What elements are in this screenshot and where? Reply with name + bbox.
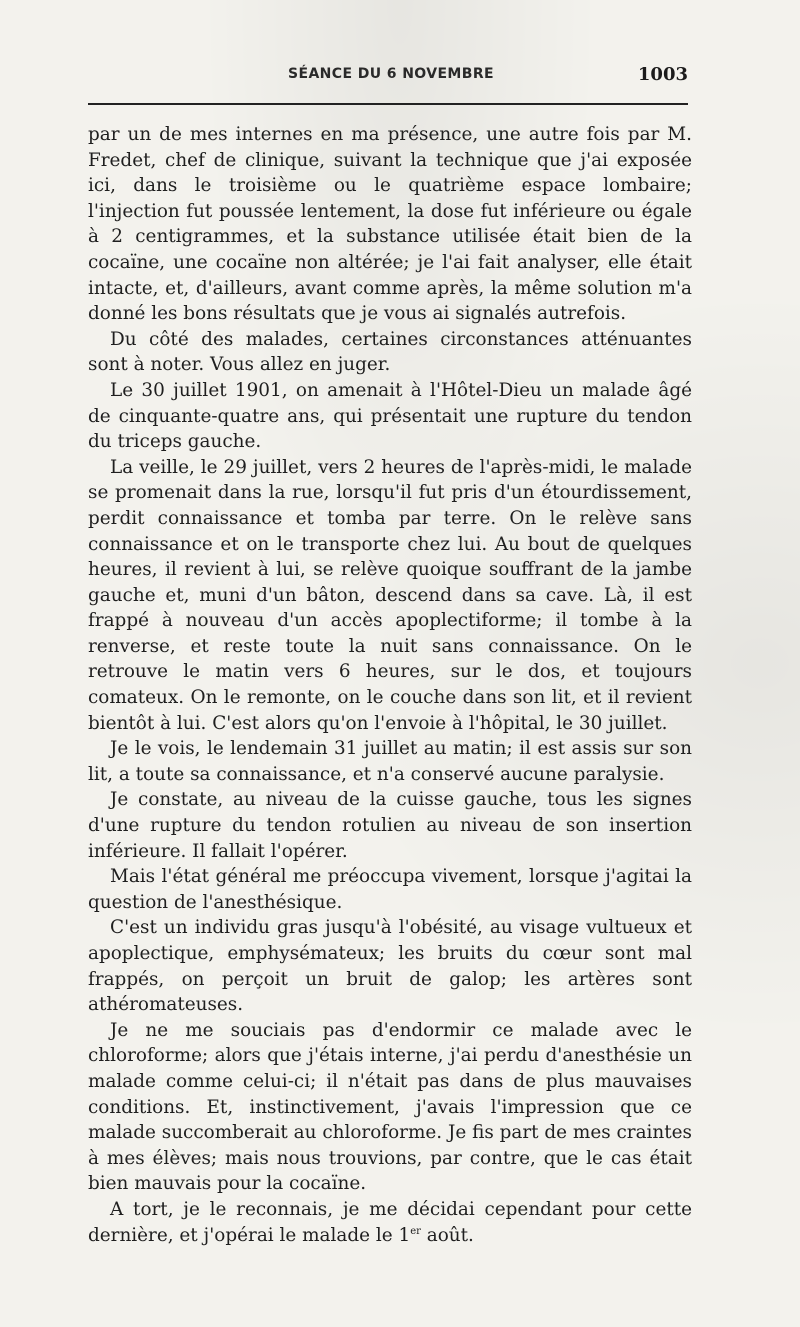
paragraph: Je ne me souciais pas d'endormir ce malade avec le chloroforme; alors que j'étais interne, j'ai perdu d'anesthésie un malade comme celui-ci; il n'était pas dans de plus mauvaises conditions. Et, instinctivement, j'avais l'impression que ce malade succomberait au chloroforme. Je fis part de mes craintes à mes élèves; mais nous trouvions, par contre, que le cas était bien mauvais pour la cocaïne.	[88, 1019, 692, 1195]
header-rule	[88, 103, 688, 105]
last-paragraph-ending: août.	[420, 1224, 474, 1246]
last-paragraph	[88, 1197, 692, 1248]
running-head: SÉANCE DU 6 NOVEMBRE	[288, 66, 494, 82]
paragraph: La veille, le 29 juillet, vers 2 heures de l'après-midi, le malade se promenait dans la rue, lorsqu'il fut pris d'un étourdissement, perdit connaissance et tomba par terre. On le relève sans connaissance et on le transporte chez lui. Au bout de quelques heures, il revient à lui, se relève quoique souffrant de la jambe gauche et, muni d'un bâton, descend dans sa cave. Là, il est frappé à nouveau d'un accès apoplectiforme; il tombe à la renverse, et reste toute la nuit sans connaissance. On le retrouve le matin vers 6 heures, sur le dos, et toujours comateux. On le remonte, on le couche dans son lit, et il revient bientôt à lui. C'est alors qu'on l'envoie à l'hôpital, le 30 juillet.	[88, 456, 692, 734]
superscript: er	[410, 1225, 421, 1237]
paragraph: C'est un individu gras jusqu'à l'obésité, au visage vultueux et apoplectique, emphysémateux; les bruits du cœur sont mal frappés, on perçoit un bruit de galop; les artères sont athéromateuses.	[88, 917, 692, 1016]
last-paragraph-text: A tort, je le reconnais, je me décidai cependant pour cette dernière, et j'opérai le malade le 1	[88, 1198, 692, 1246]
body-text	[88, 122, 692, 1248]
paragraph: par un de mes internes en ma présence, une autre fois par M. Fredet, chef de clinique, suivant la technique que j'ai exposée ici, dans le troisième ou le quatrième espace lombaire; l'injection fut poussée lentement, la dose fut inférieure ou égale à 2 centigrammes, et la substance utilisée était bien de la cocaïne, une cocaïne non altérée; je l'ai fait analyser, elle était intacte, et, d'ailleurs, avant comme après, la même solution m'a donné les bons résultats que je vous ai signalés autrefois.	[88, 124, 692, 325]
paragraph: Mais l'état général me préoccupa vivement, lorsque j'agitai la question de l'anesthésique.	[88, 866, 692, 913]
paragraph: Du côté des malades, certaines circonstances atténuantes sont à noter. Vous allez en juger.	[88, 328, 692, 376]
page-number: 1003	[637, 64, 688, 85]
paragraph: Le 30 juillet 1901, on amenait à l'Hôtel-Dieu un malade âgé de cinquante-quatre ans, qui présentait une rupture du tendon du triceps gauche.	[88, 379, 692, 453]
paragraph: Je le vois, le lendemain 31 juillet au matin; il est assis sur son lit, a toute sa connaissance, et n'a conservé aucune paralysie.	[88, 738, 692, 785]
page-header	[88, 66, 688, 90]
paragraph: Je constate, au niveau de la cuisse gauche, tous les signes d'une rupture du tendon rotulien au niveau de son insertion inférieure. Il fallait l'opérer.	[88, 789, 692, 862]
